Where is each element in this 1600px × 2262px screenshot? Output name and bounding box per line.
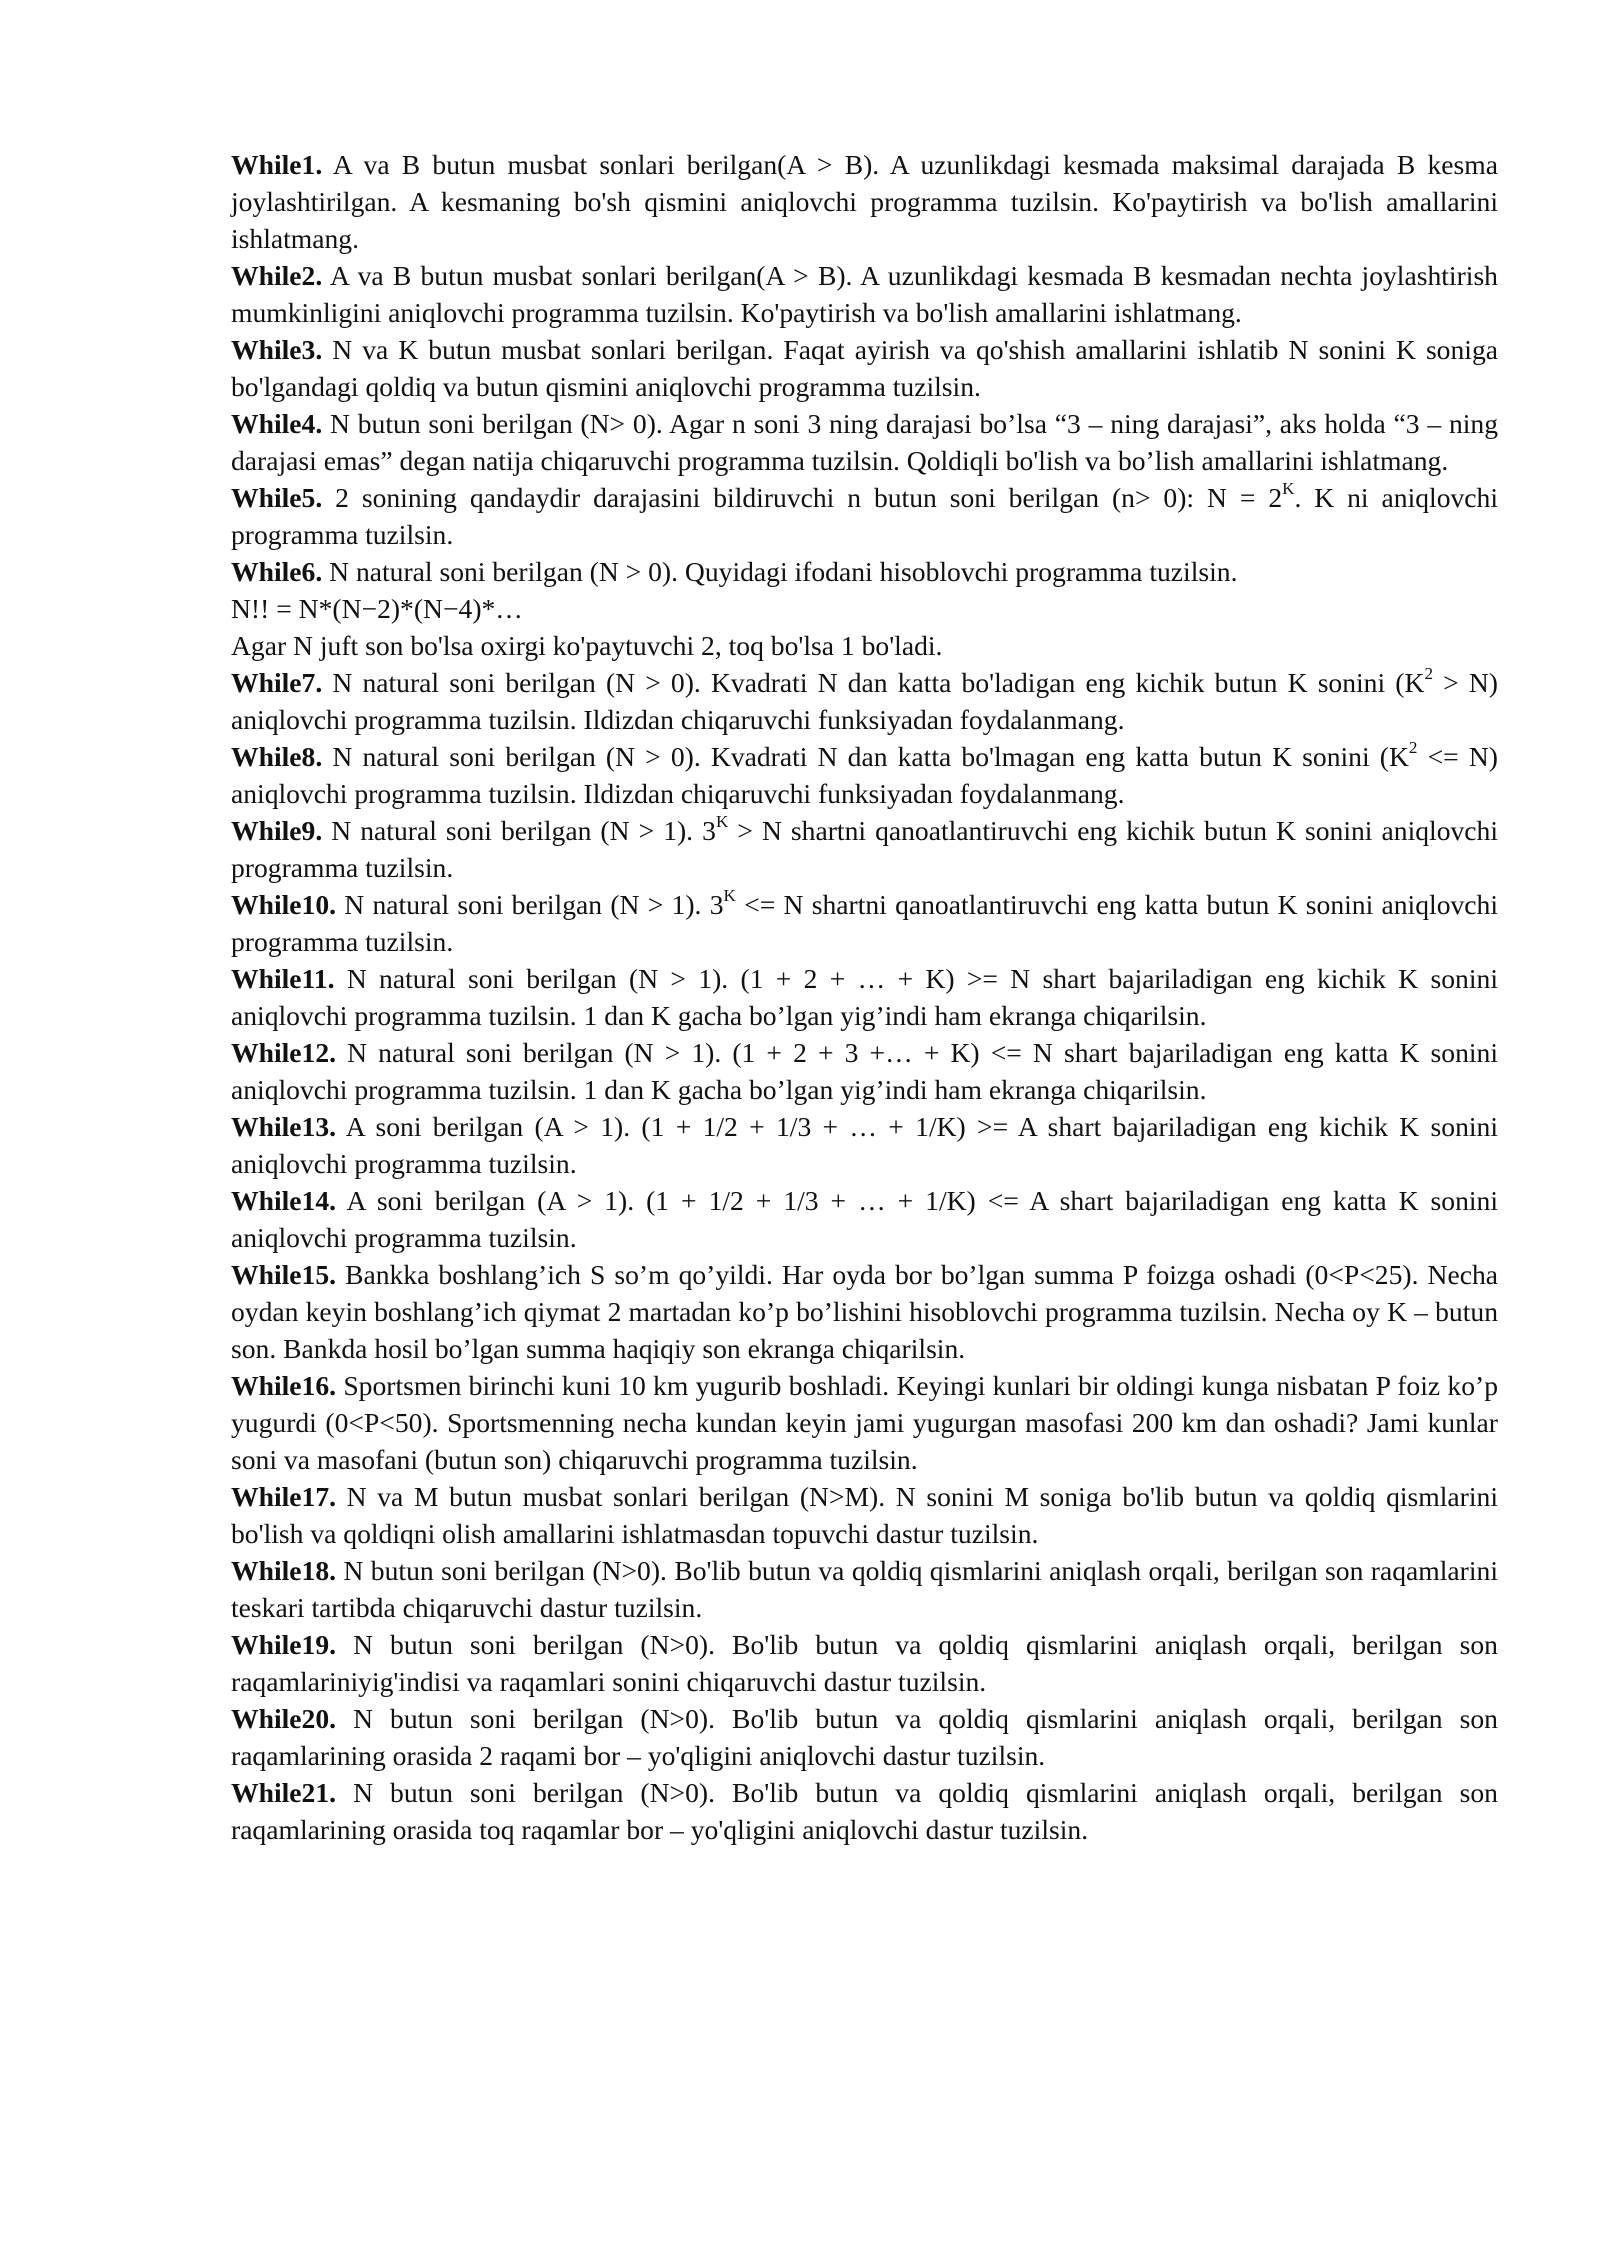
task-while6 [231,553,1498,590]
task-text: N natural soni berilgan (N > 1). (1 + 2 + 3 +… + K) <= N shart bajariladigan eng katta K sonini aniqlovchi programma tuzilsin. 1 dan K gacha bo’lgan yig’indi ham ekranga chiqarilsin. [231,1037,1498,1105]
task-title: While19. [231,1629,337,1660]
task-while8 [231,738,1498,812]
task-text: A soni berilgan (A > 1). (1 + 1/2 + 1/3 + … + 1/K) >= A shart bajariladigan eng kichik K sonini aniqlovchi programma tuzilsin. [231,1111,1498,1179]
superscript: 2 [1408,738,1418,758]
task-while14 [231,1182,1498,1256]
task-title: While20. [231,1703,337,1734]
task-while4 [231,405,1498,479]
task-text: N butun soni berilgan (N>0). Bo'lib butun va qoldiq qismlarini aniqlash orqali, berilgan son raqamlariniyig'indisi va raqamlari sonini chiqaruvchi dastur tuzilsin. [231,1629,1498,1697]
task-while15 [231,1256,1498,1367]
task-text: A va B butun musbat sonlari berilgan(A > B). A uzunlikdagi kesmada maksimal darajada B kesma joylashtirilgan. A kesmaning bo'sh qismini aniqlovchi programma tuzilsin. Ko'paytirish va bo'lish amallarini ishlatmang. [231,149,1498,254]
task-text: Bankka boshlang’ich S so’m qo’yildi. Har oyda bor bo’lgan summa P foizga oshadi (0<P<25). Necha oydan keyin boshlang’ich qiymat 2 martadan ko’p bo’lishini hisoblovchi programma tuzilsin. Necha oy K – butun son. Bankda hosil bo’lgan summa haqiqiy son ekranga chiqarilsin. [231,1259,1498,1364]
task-formula: N!! = N*(N−2)*(N−4)*… [231,593,523,624]
task-note: Agar N juft son bo'lsa oxirgi ko'paytuvchi 2, toq bo'lsa 1 bo'ladi. [231,630,943,661]
task-title: While12. [231,1037,337,1068]
task-title: While7. [231,667,323,698]
task-text: N butun soni berilgan (N>0). Bo'lib butun va qoldiq qismlarini aniqlash orqali, berilgan son raqamlarini teskari tartibda chiqaruvchi dastur tuzilsin. [231,1555,1498,1623]
task-text: Sportsmen birinchi kuni 10 km yugurib boshladi. Keyingi kunlari bir oldingi kunga nisbatan P foiz ko’p yugurdi (0<P<50). Sportsmenning necha kundan keyin jami yugurgan masofasi 200 km dan oshadi? Jami kunlar soni va masofani (butun son) chiqaruvchi programma tuzilsin. [231,1370,1498,1475]
task-text: A va B butun musbat sonlari berilgan(A > B). A uzunlikdagi kesmada B kesmadan nechta joylashtirish mumkinligini aniqlovchi programma tuzilsin. Ko'paytirish va bo'lish amallarini ishlatmang. [231,260,1498,328]
task-text: N natural soni berilgan (N > 1). 3 [344,889,724,920]
task-title: While4. [231,408,323,439]
task-while12 [231,1034,1498,1108]
superscript: K [715,812,729,832]
superscript: K [1282,479,1295,499]
task-title: While5. [231,482,323,513]
task-text-continued: > N shartni qanoatlantiruvchi eng kichik butun K sonini aniqlovchi programma tuzilsin. [231,815,1499,883]
document-page [231,146,1498,1848]
superscript: 2 [1424,664,1433,684]
task-while10 [231,886,1498,960]
task-text: N natural soni berilgan (N > 0). Quyidagi ifodani hisoblovchi programma tuzilsin. [329,556,1238,587]
task-text-continued: <= N) aniqlovchi programma tuzilsin. Ildizdan chiqaruvchi funksiyadan foydalanmang. [231,741,1498,809]
task-while19 [231,1626,1498,1700]
task-text-continued: > N) aniqlovchi programma tuzilsin. Ildizdan chiqaruvchi funksiyadan foydalanmang. [231,667,1498,735]
task-title: While1. [231,149,323,180]
task-while2 [231,257,1498,331]
task-title: While11. [231,963,335,994]
task-title: While6. [231,556,323,587]
task-while1 [231,146,1498,257]
task-while16 [231,1367,1498,1478]
task-while3 [231,331,1498,405]
task-text: N butun soni berilgan (N>0). Bo'lib butun va qoldiq qismlarini aniqlash orqali, berilgan son raqamlarining orasida 2 raqami bor – yo'qligini aniqlovchi dastur tuzilsin. [231,1703,1498,1771]
task-text: N va M butun musbat sonlari berilgan (N>M). N sonini M soniga bo'lib butun va qoldiq qismlarini bo'lish va qoldiqni olish amallarini ishlatmasdan topuvchi dastur tuzilsin. [231,1481,1498,1549]
task-title: While9. [231,815,323,846]
task-text: N butun soni berilgan (N> 0). Agar n soni 3 ning darajasi bo’lsa “3 – ning darajasi”, aks holda “3 – ning darajasi emas” degan natija chiqaruvchi programma tuzilsin. Qoldiqli bo'lish va bo’lish amallarini ishlatmang. [231,408,1498,476]
task-while7 [231,664,1498,738]
task-title: While16. [231,1370,337,1401]
task-text: 2 sonining qandaydir darajasini bildiruvchi n butun soni berilgan (n> 0): N = 2 [335,482,1283,513]
task-title: While14. [231,1185,337,1216]
task-title: While2. [231,260,323,291]
superscript: K [723,886,736,906]
task-title: While17. [231,1481,337,1512]
task-title: While3. [231,334,323,365]
task-title: While13. [231,1111,337,1142]
task-text-continued: <= N shartni qanoatlantiruvchi eng katta butun K sonini aniqlovchi programma tuzilsin. [231,889,1498,957]
task-text-continued: . K ni aniqlovchi programma tuzilsin. [231,482,1498,550]
task-title: While10. [231,889,337,920]
task-text: N natural soni berilgan (N > 0). Kvadrati N dan katta bo'lmagan eng katta butun K sonini (K [332,741,1409,772]
task-while11 [231,960,1498,1034]
task-title: While15. [231,1259,337,1290]
task-while13 [231,1108,1498,1182]
task-text: N natural soni berilgan (N > 0). Kvadrati N dan katta bo'ladigan eng kichik butun K sonini (K [332,667,1425,698]
task-text: N butun soni berilgan (N>0). Bo'lib butun va qoldiq qismlarini aniqlash orqali, berilgan son raqamlarining orasida toq raqamlar bor – yo'qligini aniqlovchi dastur tuzilsin. [231,1777,1498,1845]
task-while17 [231,1478,1498,1552]
task-title: While21. [231,1777,337,1808]
task-while9 [231,812,1498,886]
task-while18 [231,1552,1498,1626]
task-title: While18. [231,1555,337,1586]
task-title: While8. [231,741,323,772]
task-while21 [231,1774,1498,1848]
task-while20 [231,1700,1498,1774]
task-text: N va K butun musbat sonlari berilgan. Faqat ayirish va qo'shish amallarini ishlatib N sonini K soniga bo'lgandagi qoldiq va butun qismini aniqlovchi programma tuzilsin. [231,334,1498,402]
task-text: N natural soni berilgan (N > 1). (1 + 2 + … + K) >= N shart bajariladigan eng kichik K sonini aniqlovchi programma tuzilsin. 1 dan K gacha bo’lgan yig’indi ham ekranga chiqarilsin. [231,963,1498,1031]
task-text: N natural soni berilgan (N > 1). 3 [331,815,716,846]
task-text: A soni berilgan (A > 1). (1 + 1/2 + 1/3 + … + 1/K) <= A shart bajariladigan eng katta K sonini aniqlovchi programma tuzilsin. [231,1185,1498,1253]
task-while5 [231,479,1498,553]
